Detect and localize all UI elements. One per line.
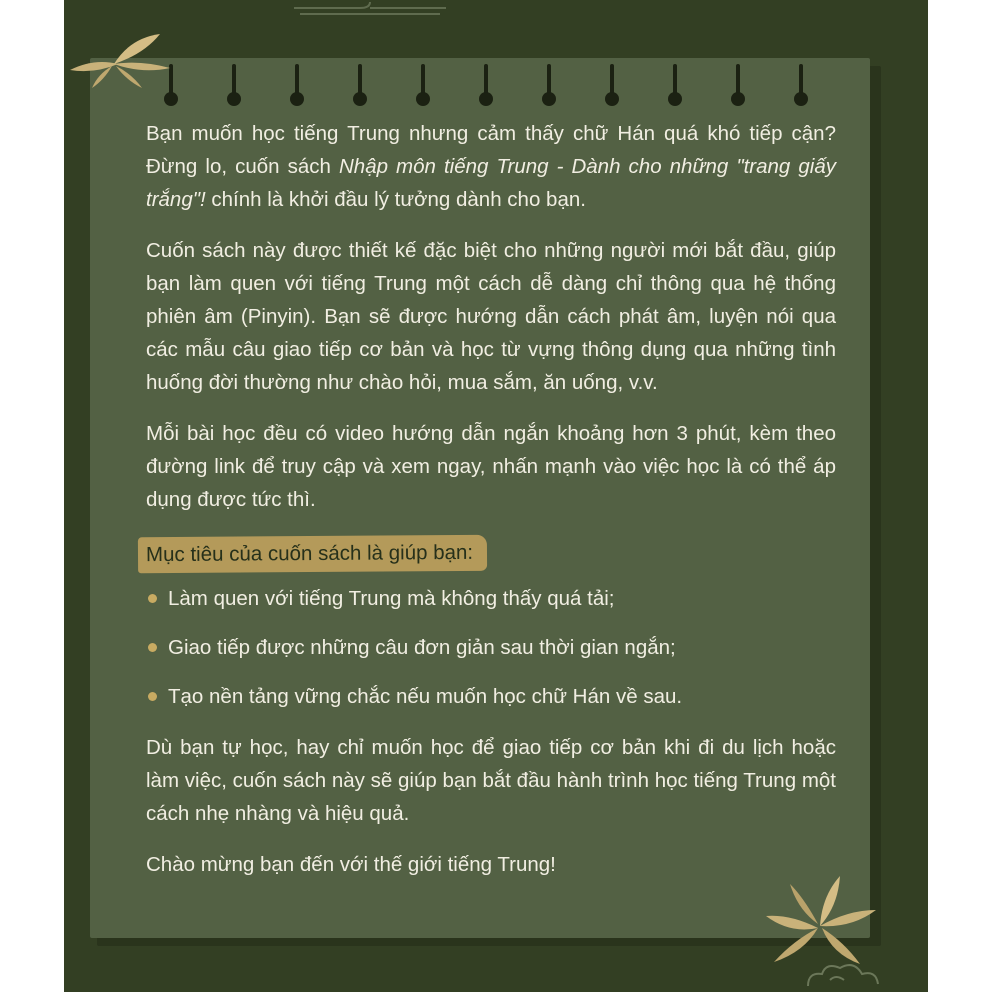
bullet-icon [148,643,157,652]
summary-paragraph: Dù bạn tự học, hay chỉ muốn học để giao tiếp cơ bản khi đi du lịch hoặc làm việc, cuốn sách này sẽ giúp bạn bắt đầu hành trình học tiếng Trung một cách nhẹ nhàng và hiệu quả. [146,736,836,825]
spiral-ring [227,64,241,108]
video-paragraph: Mỗi bài học đều có video hướng dẫn ngắn khoảng hơn 3 phút, kèm theo đường link để truy cập và xem ngay, nhấn mạnh vào việc học là có thể áp dụng được tức thì. [146,422,836,511]
page-content [146,117,836,899]
closing-line: Chào mừng bạn đến với thế giới tiếng Trung! [146,853,556,876]
list-item-text: Làm quen với tiếng Trung mà không thấy quá tải; [168,587,615,610]
spiral-ring [731,64,745,108]
bamboo-leaves-icon [64,30,174,90]
cloud-ornament-top [290,0,450,20]
spiral-ring [605,64,619,108]
bullet-icon [148,692,157,701]
description-paragraph: Cuốn sách này được thiết kế đặc biệt cho những người mới bắt đầu, giúp bạn làm quen với tiếng Trung một cách dễ dàng chỉ thông qua hệ thống phiên âm (Pinyin). Bạn sẽ được hướng dẫn cách phát âm, luyện nói qua các mẫu câu giao tiếp cơ bản và học từ vựng thông dụng qua những tình huống đời thường như chào hỏi, mua sắm, ăn uống, v.v. [146,239,836,394]
book-title: Nhập môn tiếng Trung - Dành cho những "trang giấy trắng"! [146,155,836,211]
spiral-ring [479,64,493,108]
spiral-ring [290,64,304,108]
intro-text: Bạn muốn học tiếng Trung nhưng cảm thấy chữ Hán quá khó tiếp cận? Đừng lo, cuốn sách [146,122,836,178]
bullet-icon [148,594,157,603]
list-item [146,631,836,664]
intro-paragraph [146,117,836,216]
list-item [146,582,836,615]
list-item-text: Tạo nền tảng vững chắc nếu muốn học chữ Hán về sau. [168,685,683,708]
spiral-ring [668,64,682,108]
spiral-ring [542,64,556,108]
goals-list [146,582,836,713]
list-item-text: Giao tiếp được những câu đơn giản sau thời gian ngắn; [168,636,676,659]
spiral-ring [416,64,430,108]
spiral-ring [794,64,808,108]
cloud-ornament-bottom [800,958,910,992]
list-item [146,680,836,713]
intro-text-end: chính là khởi đầu lý tưởng dành cho bạn. [205,188,586,211]
goals-heading: Mục tiêu của cuốn sách là giúp bạn: [138,535,487,573]
spiral-ring [353,64,367,108]
